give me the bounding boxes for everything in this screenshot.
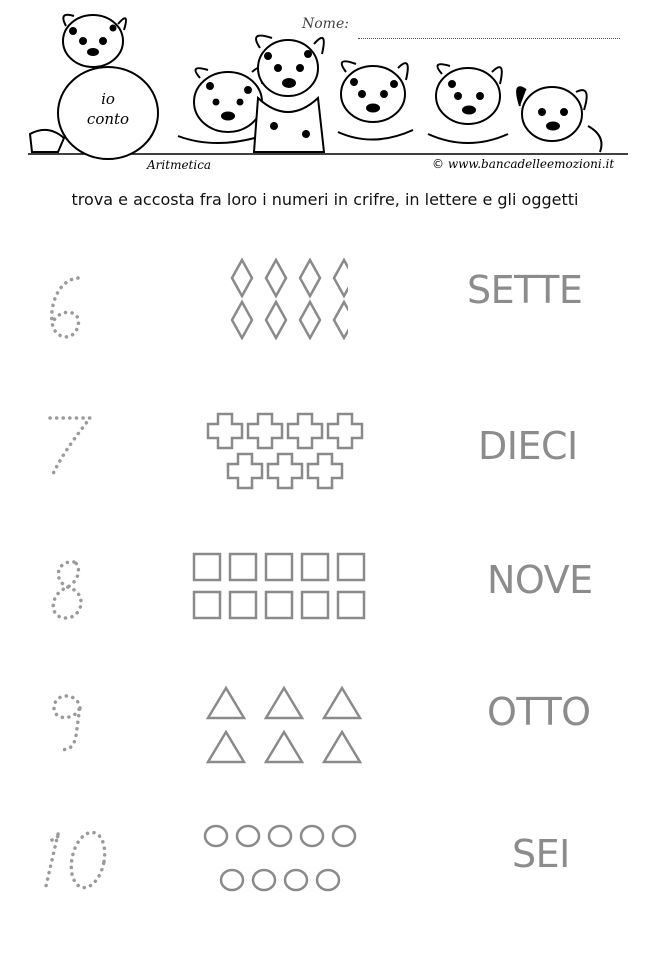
circle-shape[interactable] bbox=[285, 870, 307, 890]
diamond-shape[interactable] bbox=[266, 302, 286, 338]
triangle-shape[interactable] bbox=[324, 688, 360, 718]
dotted-digit-10[interactable] bbox=[38, 826, 128, 916]
cross-shape[interactable] bbox=[208, 414, 242, 448]
square-shape[interactable] bbox=[338, 592, 364, 618]
exercise-row bbox=[0, 256, 650, 396]
cross-shape[interactable] bbox=[328, 414, 362, 448]
square-shape[interactable] bbox=[230, 592, 256, 618]
square-shape[interactable] bbox=[266, 554, 292, 580]
dotted-digit-8[interactable] bbox=[38, 554, 128, 644]
shape-group-diamonds bbox=[218, 256, 348, 340]
diamond-shape[interactable] bbox=[300, 302, 320, 338]
cross-shape[interactable] bbox=[248, 414, 282, 448]
number-word-dieci[interactable]: DIECI bbox=[478, 424, 578, 468]
copyright-symbol: © bbox=[432, 157, 444, 171]
cross-shape[interactable] bbox=[308, 454, 342, 488]
circle-shape[interactable] bbox=[253, 870, 275, 890]
triangle-shape[interactable] bbox=[266, 688, 302, 718]
square-shape[interactable] bbox=[302, 592, 328, 618]
number-word-sei[interactable]: SEI bbox=[512, 832, 570, 876]
shape-group-crosses bbox=[204, 410, 364, 494]
circle-shape[interactable] bbox=[317, 870, 339, 890]
square-shape[interactable] bbox=[266, 592, 292, 618]
instruction-text: trova e accosta fra loro i numeri in crifre, in lettere e gli oggetti bbox=[71, 190, 579, 209]
ball-label-conto: conto bbox=[86, 110, 130, 128]
circle-shape[interactable] bbox=[301, 826, 323, 846]
number-word-nove[interactable]: NOVE bbox=[487, 558, 593, 602]
triangle-shape[interactable] bbox=[324, 732, 360, 762]
triangle-shape[interactable] bbox=[208, 688, 244, 718]
ball-label-io: io bbox=[101, 90, 115, 108]
copyright-website bbox=[432, 157, 614, 171]
exercise-row bbox=[0, 550, 650, 690]
square-shape[interactable] bbox=[194, 554, 220, 580]
website-text: www.bancadelleemozioni.it bbox=[447, 157, 615, 171]
circle-shape[interactable] bbox=[269, 826, 291, 846]
diamond-shape[interactable] bbox=[266, 260, 286, 296]
cross-shape[interactable] bbox=[268, 454, 302, 488]
number-word-otto[interactable]: OTTO bbox=[487, 690, 591, 734]
circle-shape[interactable] bbox=[333, 826, 355, 846]
triangle-shape[interactable] bbox=[208, 732, 244, 762]
name-label: Nome: bbox=[302, 16, 349, 32]
circle-shape[interactable] bbox=[205, 826, 227, 846]
square-shape[interactable] bbox=[302, 554, 328, 580]
diamond-shape[interactable] bbox=[300, 260, 320, 296]
exercise-row bbox=[0, 680, 650, 820]
diamond-shape[interactable] bbox=[334, 260, 348, 296]
triangle-shape[interactable] bbox=[266, 732, 302, 762]
dotted-digit-9[interactable] bbox=[38, 684, 128, 774]
shape-group-circles bbox=[202, 822, 366, 898]
dotted-digit-6[interactable] bbox=[38, 270, 128, 360]
circle-shape[interactable] bbox=[237, 826, 259, 846]
square-shape[interactable] bbox=[230, 554, 256, 580]
square-shape[interactable] bbox=[194, 592, 220, 618]
diamond-shape[interactable] bbox=[232, 260, 252, 296]
exercise-row bbox=[0, 404, 650, 544]
shape-group-triangles bbox=[204, 684, 364, 764]
square-shape[interactable] bbox=[338, 554, 364, 580]
number-word-sette[interactable]: SETTE bbox=[467, 268, 583, 312]
dotted-digit-7[interactable] bbox=[38, 410, 128, 500]
subject-label: Aritmetica bbox=[147, 158, 212, 172]
exercise-row bbox=[0, 820, 650, 960]
name-field-line[interactable] bbox=[358, 38, 620, 39]
circle-shape[interactable] bbox=[221, 870, 243, 890]
cross-shape[interactable] bbox=[228, 454, 262, 488]
cross-shape[interactable] bbox=[288, 414, 322, 448]
diamond-shape[interactable] bbox=[232, 302, 252, 338]
shape-group-squares bbox=[192, 552, 376, 622]
diamond-shape[interactable] bbox=[334, 302, 348, 338]
